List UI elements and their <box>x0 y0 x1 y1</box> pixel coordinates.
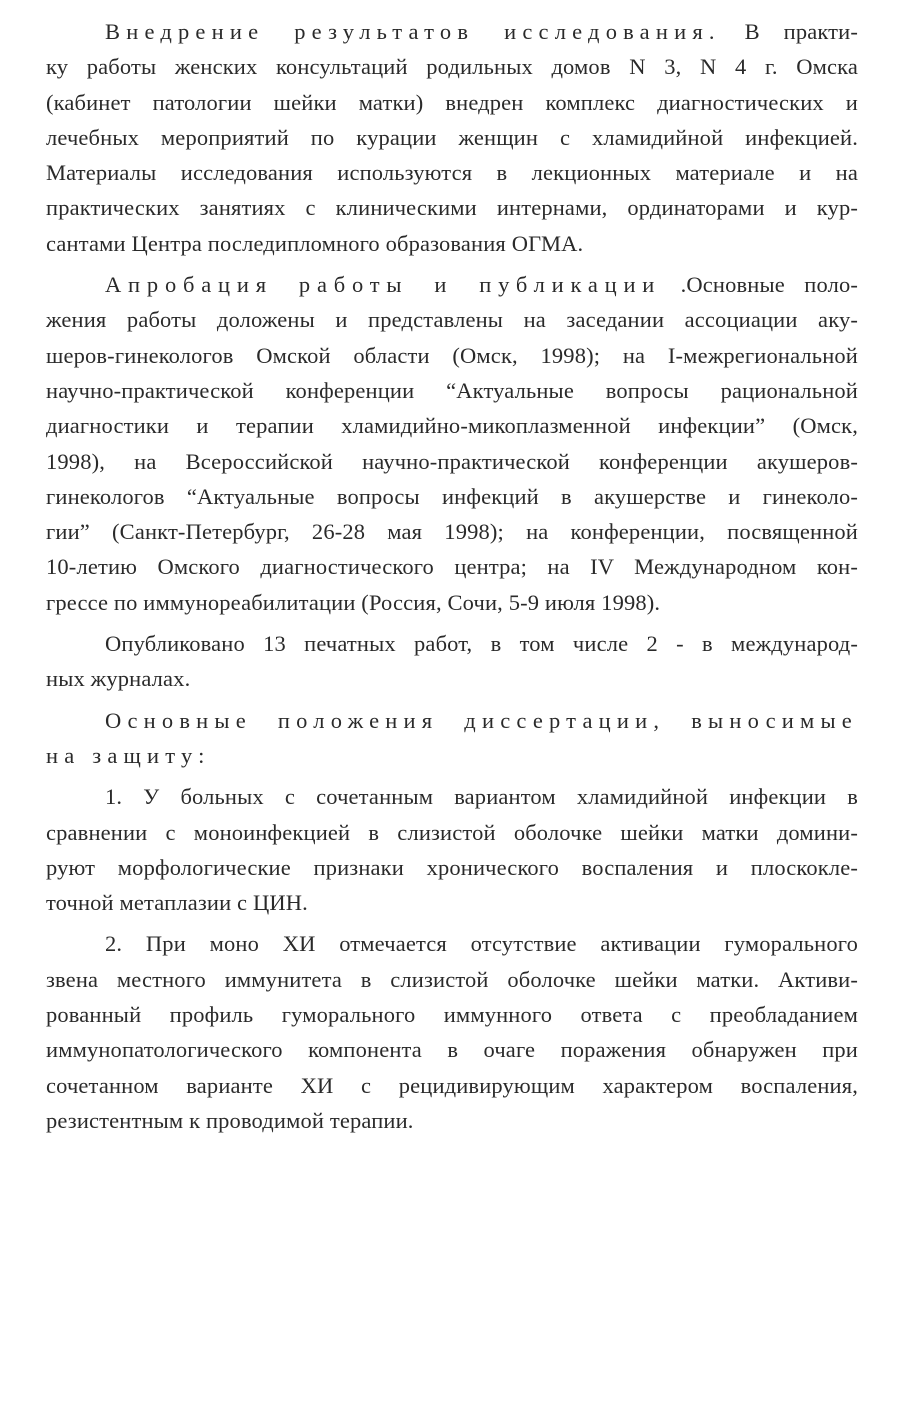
defense-provisions-heading <box>46 703 858 774</box>
paragraph-line: ку работы женских консультаций родильных домов N 3, N 4 г. Омска <box>46 54 858 80</box>
paragraph-line: руют морфологические признаки хронического воспаления и плоскокле- <box>46 854 858 880</box>
paragraph-line: сочетанном варианте ХИ с рецидивирующим характером воспаления, <box>46 1072 858 1098</box>
paragraph-line: 10-летию Омского диагностического центра; на IV Международном кон- <box>46 554 858 580</box>
paragraph-line: 2. При моно ХИ отмечается отсутствие активации гуморального <box>105 931 858 957</box>
paragraph-line: звена местного иммунитета в слизистой оболочке шейки матки. Активи- <box>46 966 858 992</box>
paragraph-line: научно-практической конференции “Актуальные вопросы рациональной <box>46 377 858 403</box>
paragraph-line: практических занятиях с клиническими интернами, ординаторами и кур- <box>46 195 858 221</box>
paragraph-line: сравнении с моноинфекцией в слизистой оболочке шейки матки домини- <box>46 819 858 845</box>
paragraph-line: резистентным к проводимой терапии. <box>46 1107 414 1133</box>
paragraph-line: грессе по иммунореабилитации (Россия, Сочи, 5-9 июля 1998). <box>46 589 661 615</box>
paragraph-line: лечебных мероприятий по курации женщин с хламидийной инфекцией. <box>46 124 858 150</box>
paragraph-line: Опубликовано 13 печатных работ, в том числе 2 - в международ- <box>105 631 858 657</box>
section-heading: Основные положения диссертации, выносимые <box>105 707 858 733</box>
paragraph-line: Апробация работы и публикации .Основные поло- <box>105 272 858 298</box>
paragraph-line: диагностики и терапии хламидийно-микоплазменной инфекции” (Омск, <box>46 413 858 439</box>
paragraph-line: 1998), на Всероссийской научно-практической конференции акушеров- <box>46 448 858 474</box>
provision-item-1 <box>46 779 858 920</box>
paragraph-line: сантами Центра последипломного образования ОГМА. <box>46 230 584 256</box>
document-page <box>46 14 858 1138</box>
paragraph-line: ных журналах. <box>46 666 191 692</box>
approbation-paragraph <box>46 267 858 620</box>
section-heading: на защиту: <box>46 742 211 768</box>
paragraph-line: Внедрение результатов исследования. В практи- <box>105 19 858 44</box>
section-heading: Апробация работы и публикации <box>105 272 662 298</box>
paragraph-line: гинекологов “Актуальные вопросы инфекций в акушерстве и гинеколо- <box>46 483 858 509</box>
publications-paragraph <box>46 626 858 697</box>
paragraph-line: рованный профиль гуморального иммунного ответа с преобладанием <box>46 1002 858 1028</box>
paragraph-line: (кабинет патологии шейки матки) внедрен комплекс диагностических и <box>46 89 858 115</box>
paragraph-line: шеров-гинекологов Омской области (Омск, 1998); на I-межрегиональной <box>46 342 858 368</box>
paragraph-line: 1. У больных с сочетанным вариантом хламидийной инфекции в <box>105 784 858 810</box>
paragraph-line: иммунопатологического компонента в очаге поражения обнаружен при <box>46 1037 858 1063</box>
paragraph-line: гии” (Санкт-Петербург, 26-28 мая 1998); на конференции, посвященной <box>46 519 858 545</box>
paragraph-line: жения работы доложены и представлены на заседании ассоциации аку- <box>46 307 858 333</box>
section-heading: Внедрение результатов исследования. <box>105 19 721 44</box>
implementation-paragraph <box>46 14 858 261</box>
paragraph-line: точной метаплазии с ЦИН. <box>46 890 308 916</box>
paragraph-line: Материалы исследования используются в лекционных материале и на <box>46 160 858 186</box>
provision-item-2 <box>46 926 858 1138</box>
